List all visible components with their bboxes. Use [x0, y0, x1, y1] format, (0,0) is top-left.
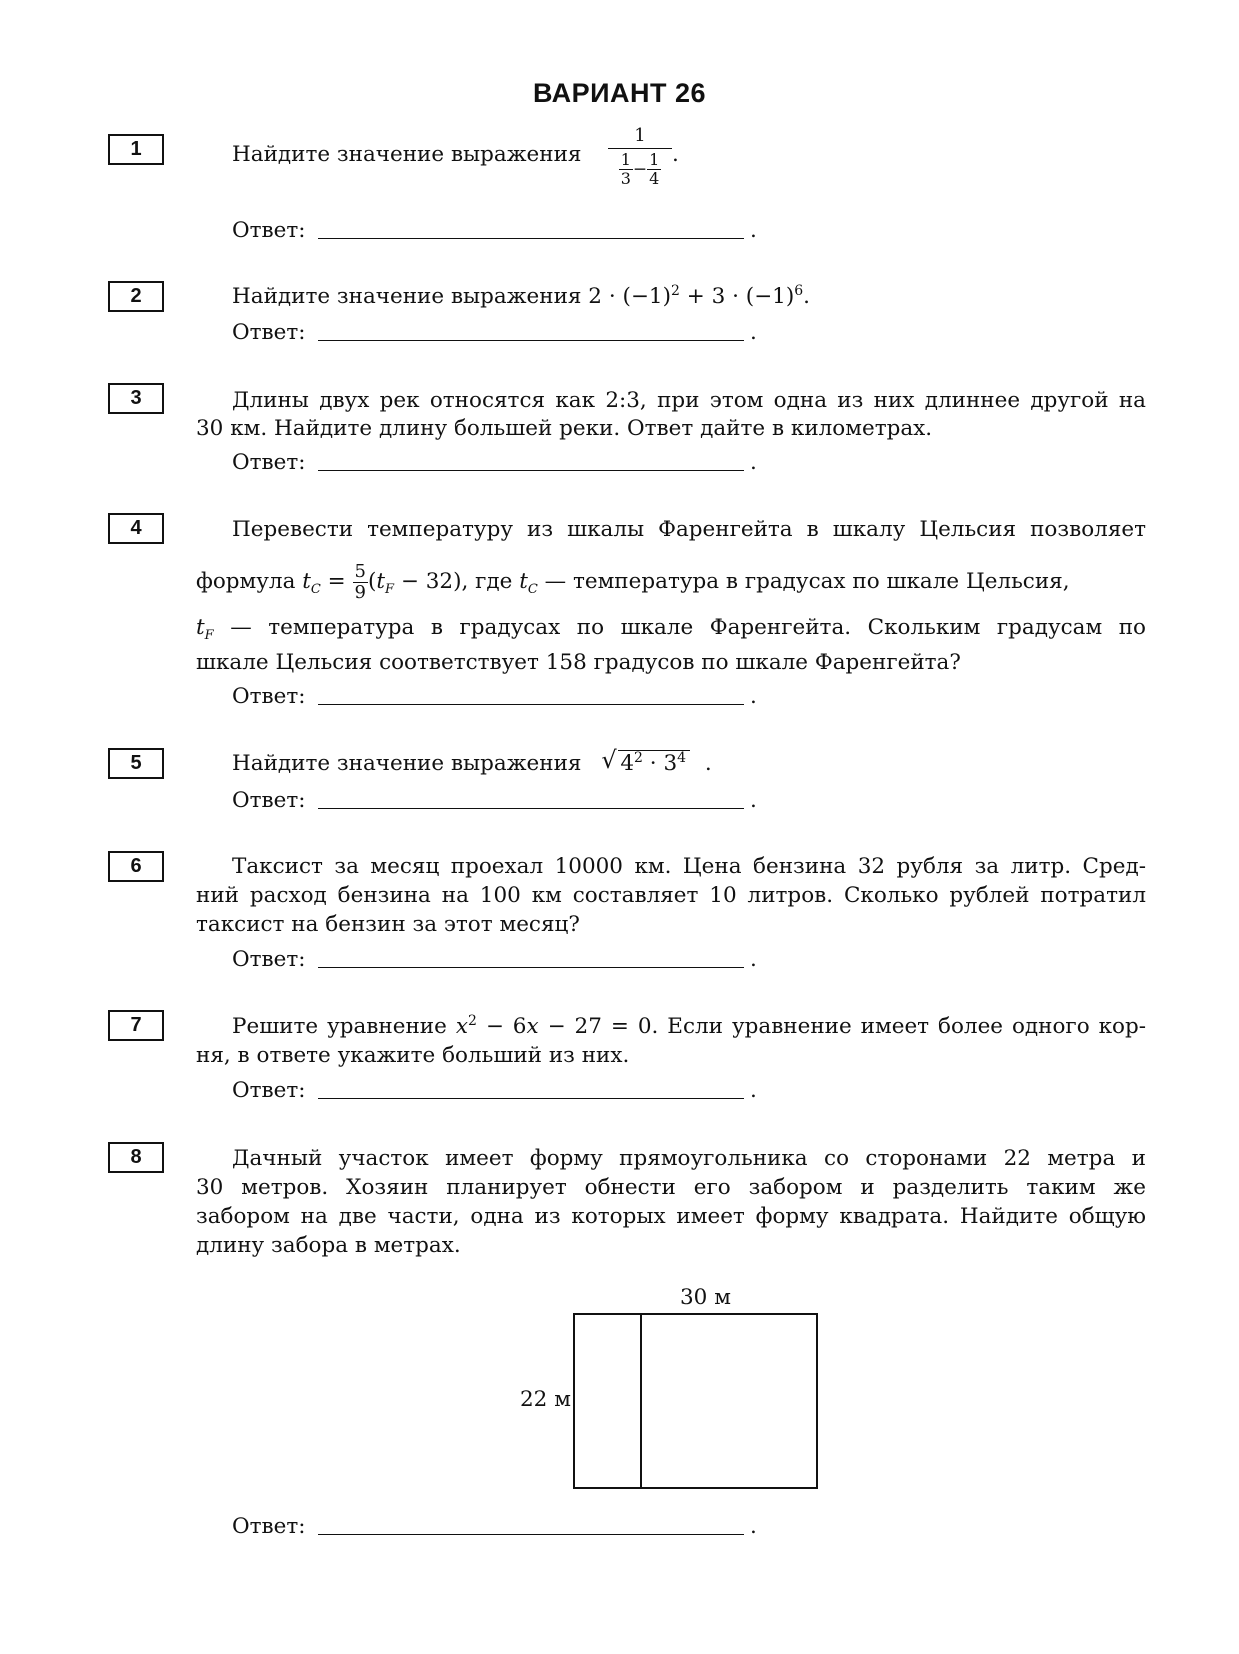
task-6-line-3: таксист на бензин за этот месяц?	[196, 912, 580, 937]
answer-6: Ответ: .	[232, 947, 757, 972]
plot-rectangle	[574, 1314, 817, 1488]
page-title: ВАРИАНТ 26	[532, 78, 707, 108]
task-1-fraction	[608, 126, 672, 187]
task-5-sqrt: √ $4^2 \cdot 3^4$	[602, 749, 690, 779]
task-4-line-4: шкале Цельсия соответствует 158 градусов по шкале Фаренгейта?	[196, 650, 961, 675]
answer-6-blank[interactable]	[318, 967, 744, 968]
task-6-line-1: Таксист за месяц проехал 10000 км. Цена бензина 32 рубля за литр. Сред-	[232, 854, 1146, 879]
answer-label: Ответ:	[232, 947, 306, 972]
task-7-line-2: ня, в ответе укажите больший из них.	[196, 1043, 630, 1068]
answer-1-blank[interactable]	[318, 238, 744, 239]
dimension-left-label: 22 м	[520, 1387, 571, 1412]
answer-8: Ответ: .	[232, 1514, 757, 1539]
answer-label: Ответ:	[232, 320, 306, 345]
answer-label: Ответ:	[232, 1514, 306, 1539]
answer-4-blank[interactable]	[318, 704, 744, 705]
answer-label: Ответ:	[232, 684, 306, 709]
task-8-line-2: 30 метров. Хозяин планирует обнести его забором и разделить таким же	[196, 1175, 1146, 1200]
task-4-line-1: Перевести температуру из шкалы Фаренгейта в шкалу Цельсия позволяет	[232, 517, 1146, 542]
task-1-frac-top: 1	[608, 126, 672, 149]
answer-2: Ответ: .	[232, 320, 757, 345]
answer-2-blank[interactable]	[318, 340, 744, 341]
task-4-line-3: $t_F$ — температура в градусах по шкале Фаренгейта. Скольким градусам по	[196, 615, 1146, 643]
task-4-fraction: $\frac{5}{9}$	[354, 560, 366, 603]
answer-label: Ответ:	[232, 218, 306, 243]
task-5-text: Найдите значение выражения √ $4^2 \cdot 3^4$ .	[232, 749, 1146, 779]
answer-7-blank[interactable]	[318, 1098, 744, 1099]
answer-4: Ответ: .	[232, 684, 757, 709]
task-1-minus: −	[632, 159, 648, 180]
answer-label: Ответ:	[232, 1078, 306, 1103]
task-1-frac-a: $\frac{1}{3}$	[620, 150, 631, 188]
task-1-period: .	[672, 142, 679, 167]
task-number-7: 7	[108, 1010, 164, 1041]
answer-1: Ответ: .	[232, 218, 757, 243]
answer-8-blank[interactable]	[318, 1534, 744, 1535]
task-number-6: 6	[108, 851, 164, 882]
task-number-1: 1	[108, 134, 164, 165]
task-8-line-1: Дачный участок имеет форму прямоугольника со сторонами 22 метра и	[232, 1146, 1146, 1171]
answer-label: Ответ:	[232, 788, 306, 813]
task-7-line-1: Решите уравнение $x^2 - 6x - 27 = 0$. Если уравнение имеет более одного кор-	[232, 1013, 1146, 1039]
task-6-line-2: ний расход бензина на 100 км составляет 10 литров. Сколько рублей потратил	[196, 883, 1146, 908]
task-number-5: 5	[108, 748, 164, 779]
answer-5: Ответ: .	[232, 788, 757, 813]
task-number-8: 8	[108, 1142, 164, 1173]
answer-3: Ответ: .	[232, 450, 757, 475]
task-1-frac-b: $\frac{1}{4}$	[649, 150, 660, 188]
task-4-line-2: формула $t_C$ = $\frac{5}{9}$ $(t_F - 32)$, где $t_C$ — температура в градусах по шкале Цельсия,	[196, 560, 1070, 603]
task-1-lead: Найдите значение выражения	[232, 142, 582, 167]
task-8-line-3: забором на две части, одна из которых имеет форму квадрата. Найдите общую	[196, 1204, 1146, 1229]
answer-5-blank[interactable]	[318, 808, 744, 809]
task-number-3: 3	[108, 383, 164, 414]
answer-3-blank[interactable]	[318, 470, 744, 471]
task-number-4: 4	[108, 513, 164, 544]
task-2-text: Найдите значение выражения $2 \cdot (-1)^2 + 3 \cdot (-1)^6$.	[232, 283, 810, 309]
dimension-top-label: 30 м	[680, 1285, 731, 1310]
answer-7: Ответ: .	[232, 1078, 757, 1103]
answer-label: Ответ:	[232, 450, 306, 475]
task-3-line-2: 30 км. Найдите длину большей реки. Ответ дайте в километрах.	[196, 416, 933, 441]
task-number-2: 2	[108, 281, 164, 312]
task-8-line-4: длину забора в метрах.	[196, 1233, 461, 1258]
task-3-line-1: Длины двух рек относятся как 2:3, при этом одна из них длиннее другой на	[232, 388, 1146, 413]
task-1-text	[232, 140, 581, 170]
